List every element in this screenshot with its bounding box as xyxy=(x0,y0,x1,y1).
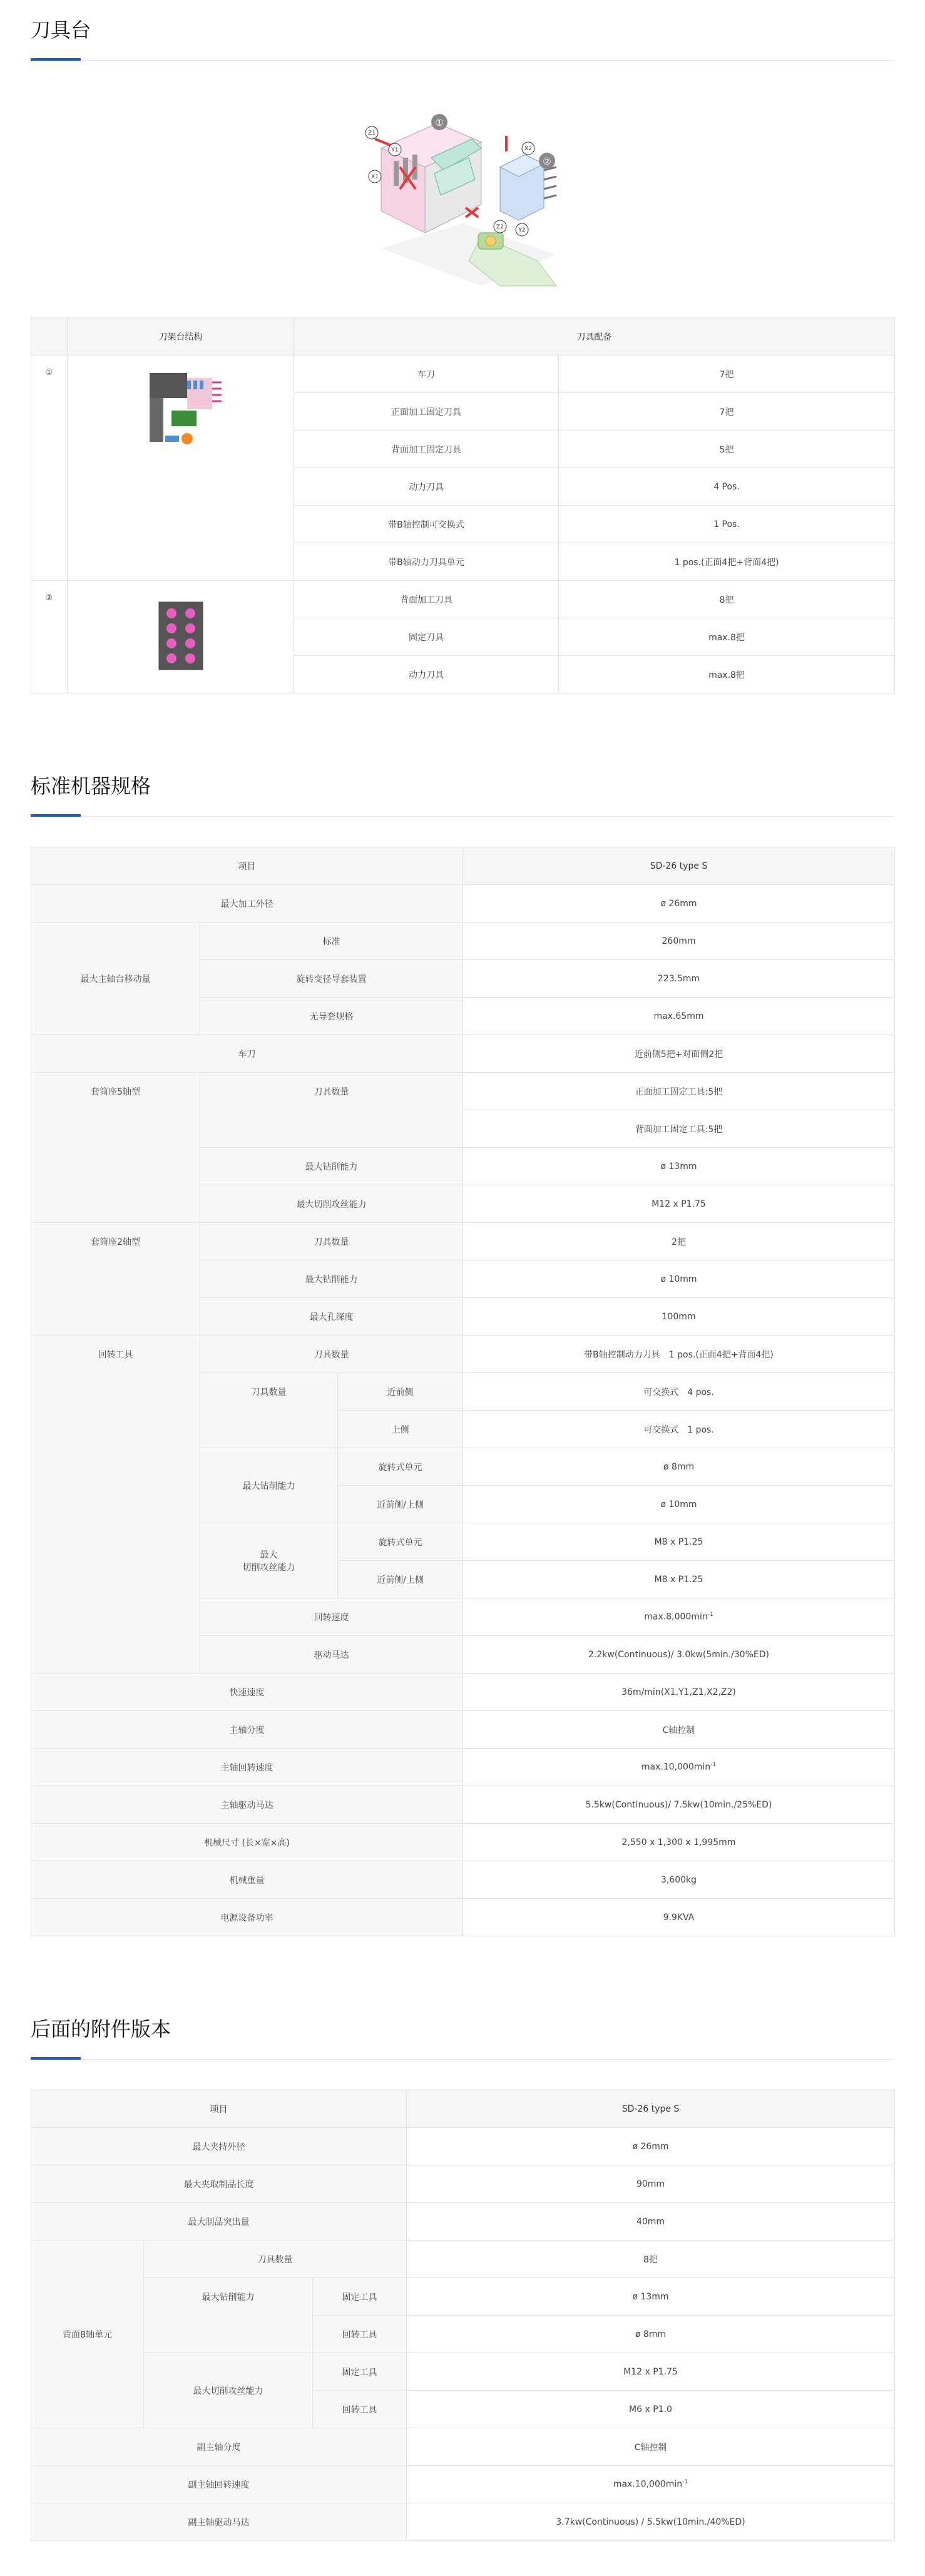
spec-sublabel: 旋转式单元 xyxy=(338,1448,463,1486)
spec-label: 最大钻削能力 xyxy=(200,1148,463,1185)
spec-label: 最大夹持外径 xyxy=(31,2128,407,2165)
axis-y1-label: Y1 xyxy=(391,147,399,153)
tool-name: 带B轴控制可交换式 xyxy=(294,506,559,543)
tool-name: 固定刀具 xyxy=(294,618,559,656)
spec-group-label: 套筒座2轴型 xyxy=(31,1223,200,1336)
axis-x2-label: X2 xyxy=(524,146,532,152)
spec-value: 5.5kw(Continuous)/ 7.5kw(10min./25%ED) xyxy=(463,1786,895,1824)
spec-group-label: 最大主轴台移动量 xyxy=(31,923,200,1035)
spec-value: ø 26mm xyxy=(463,885,895,923)
table-row xyxy=(31,2203,895,2241)
spec-label: 刀具数量 xyxy=(200,1073,463,1148)
table-row xyxy=(31,1861,895,1899)
table-row xyxy=(31,1711,895,1749)
spec-label: 最大钻削能力 xyxy=(144,2278,313,2353)
table-row xyxy=(31,1223,895,1260)
tool-value: 4 Pos. xyxy=(559,468,895,506)
tool-name: 车刀 xyxy=(294,355,559,393)
tool-value: 1 pos.(正面4把+背面4把) xyxy=(559,543,895,581)
spec-sublabel: 近前侧 xyxy=(338,1373,463,1411)
spec-label: 机械重量 xyxy=(31,1861,463,1899)
header-structure: 刀架台结构 xyxy=(68,318,294,355)
spec-group-label: 套筒座5轴型 xyxy=(31,1073,200,1223)
table-row xyxy=(31,2353,895,2391)
header-item: 项目 xyxy=(31,847,463,885)
table-header-row xyxy=(31,318,895,355)
spec-value: ø 13mm xyxy=(407,2278,895,2316)
spec-value: max.65mm xyxy=(463,998,895,1035)
tool-value: 1 Pos. xyxy=(559,506,895,543)
header-item: 项目 xyxy=(31,2090,407,2128)
spec-value: M12 x P1.75 xyxy=(407,2353,895,2391)
tap-label-line-2: 切削攻丝能力 xyxy=(242,1562,295,1573)
tool-post-unit-2-icon xyxy=(158,601,204,671)
spec-label: 电源设备功率 xyxy=(31,1899,463,1936)
spec-label: 最大切削攻丝能力 xyxy=(144,2353,313,2428)
spec-value: 8把 xyxy=(407,2241,895,2278)
header-blank xyxy=(31,318,68,355)
spec-sublabel: 近前侧/上侧 xyxy=(338,1561,463,1598)
superscript: -1 xyxy=(710,1762,717,1769)
spec-sublabel: 近前侧/上侧 xyxy=(338,1486,463,1523)
sub-speed-value: max.10,000min xyxy=(613,2479,683,2490)
spec-label: 标准 xyxy=(200,923,463,960)
spec-value: C轴控制 xyxy=(463,1711,895,1749)
spec-label: 最大切削攻丝能力 xyxy=(200,1185,463,1223)
table-row xyxy=(31,1824,895,1861)
spec-value: ø 8mm xyxy=(463,1448,895,1486)
table-row xyxy=(31,2128,895,2165)
table-row xyxy=(31,1674,895,1711)
spec-value: 正面加工固定工具:5把 xyxy=(463,1073,895,1110)
spec-label: 主轴驱动马达 xyxy=(31,1786,463,1824)
spec-value: 3,600kg xyxy=(463,1861,895,1899)
header-model: SD-26 type S xyxy=(407,2090,895,2128)
axis-y2-label: Y2 xyxy=(518,227,526,233)
table-row xyxy=(31,885,895,923)
spec-label: 最大夹取制品长度 xyxy=(31,2165,407,2203)
superscript: -1 xyxy=(707,1612,713,1618)
spec-value: 带B轴控制动力刀具 1 pos.(正面4把+背面4把) xyxy=(463,1336,895,1373)
section-divider xyxy=(31,2058,894,2060)
spec-label: 最大钻削能力 xyxy=(200,1448,338,1523)
rotary-speed-value: max.8,000min xyxy=(644,1612,708,1622)
spec-label: 副主轴驱动马达 xyxy=(31,2503,407,2541)
spec-label: 刀具数量 xyxy=(200,1223,463,1260)
tool-post-unit-1-icon xyxy=(137,367,225,454)
tool-value: 5把 xyxy=(559,431,895,468)
spec-value: 100mm xyxy=(463,1298,895,1336)
spec-label: 快速速度 xyxy=(31,1674,463,1711)
table-row xyxy=(31,923,895,960)
section-title: 刀具台 xyxy=(31,18,91,42)
spec-value: 260mm xyxy=(463,923,895,960)
spec-sublabel: 固定工具 xyxy=(313,2353,407,2391)
spec-sublabel: 固定工具 xyxy=(313,2278,407,2316)
unit-1-image xyxy=(68,355,294,581)
spec-label: 主轴回转速度 xyxy=(31,1749,463,1786)
spec-value: ø 8mm xyxy=(407,2316,895,2353)
spec-label: 最大孔深度 xyxy=(200,1298,463,1336)
superscript: -1 xyxy=(682,2479,688,2486)
unit-2-image xyxy=(68,581,294,693)
spec-sublabel: 上侧 xyxy=(338,1411,463,1448)
table-header-row xyxy=(31,847,895,885)
tool-value: 8把 xyxy=(559,581,895,618)
table-row xyxy=(31,2466,895,2503)
tap-label-line-1: 最大 xyxy=(260,1550,278,1560)
spec-value: M12 x P1.75 xyxy=(463,1185,895,1223)
table-row xyxy=(31,1336,895,1373)
tool-value: max.8把 xyxy=(559,656,895,693)
spec-value: 可交换式 4 pos. xyxy=(463,1373,895,1411)
spec-value: M8 x P1.25 xyxy=(463,1561,895,1598)
spec-label xyxy=(200,1523,338,1598)
tool-name: 正面加工固定刀具 xyxy=(294,393,559,431)
table-row xyxy=(31,355,895,393)
axis-z1-label: Z1 xyxy=(368,130,376,136)
spec-value xyxy=(407,2466,895,2503)
spec-label: 刀具数量 xyxy=(200,1373,338,1448)
attach-section-header xyxy=(31,1999,894,2060)
spec-value: 36m/min(X1,Y1,Z1,X2,Z2) xyxy=(463,1674,895,1711)
spec-value: ø 10mm xyxy=(463,1486,895,1523)
spindle-speed-value: max.10,000min xyxy=(641,1762,711,1772)
spec-value xyxy=(463,1598,895,1636)
spec-label: 刀具数量 xyxy=(200,1336,463,1373)
section-title: 后面的附件版本 xyxy=(31,2017,171,2041)
spec-value: 2,550 x 1,300 x 1,995mm xyxy=(463,1824,895,1861)
spec-sublabel: 旋转式单元 xyxy=(338,1523,463,1561)
spec-label: 最大制品突出量 xyxy=(31,2203,407,2241)
spec-label: 最大加工外径 xyxy=(31,885,463,923)
standard-spec-table xyxy=(31,847,895,1936)
tool-name: 背面加工刀具 xyxy=(294,581,559,618)
spec-label: 副主轴分度 xyxy=(31,2428,407,2466)
section-divider xyxy=(31,815,894,817)
header-model: SD-26 type S xyxy=(463,847,895,885)
spec-group-label: 背面8轴单元 xyxy=(31,2241,144,2428)
header-tools: 刀具配备 xyxy=(294,318,895,355)
spec-label: 最大钻削能力 xyxy=(200,1260,463,1298)
unit-number: ② xyxy=(31,581,68,693)
spec-value: ø 10mm xyxy=(463,1260,895,1298)
spec-value: C轴控制 xyxy=(407,2428,895,2466)
table-row xyxy=(31,2503,895,2541)
unit-1-label: ① xyxy=(435,117,444,128)
axis-z2-label: Z2 xyxy=(496,224,504,230)
spec-label: 无导套规格 xyxy=(200,998,463,1035)
spec-value: 9.9KVA xyxy=(463,1899,895,1936)
table-row xyxy=(31,581,895,618)
unit-number: ① xyxy=(31,355,68,581)
table-row xyxy=(31,2428,895,2466)
tool-value: max.8把 xyxy=(559,618,895,656)
tool-section-header xyxy=(31,0,894,61)
spec-label: 旋转变径导套装置 xyxy=(200,960,463,998)
spec-label: 车刀 xyxy=(31,1035,463,1073)
spec-sublabel: 回转工具 xyxy=(313,2391,407,2428)
tool-config-table xyxy=(31,317,895,693)
spec-label: 机械尺寸 (长×宽×高) xyxy=(31,1824,463,1861)
spec-label: 刀具数量 xyxy=(144,2241,407,2278)
spec-value xyxy=(463,1749,895,1786)
spec-value: 40mm xyxy=(407,2203,895,2241)
spec-label: 回转速度 xyxy=(200,1598,463,1636)
spec-value: ø 13mm xyxy=(463,1148,895,1185)
spec-value: 近前侧5把+对面侧2把 xyxy=(463,1035,895,1073)
table-row xyxy=(31,1786,895,1824)
spec-label: 主轴分度 xyxy=(31,1711,463,1749)
table-row xyxy=(31,1899,895,1936)
table-row xyxy=(31,1035,895,1073)
tool-name: 动力刀具 xyxy=(294,656,559,693)
tool-name: 带B轴动力刀具单元 xyxy=(294,543,559,581)
spec-value: 2把 xyxy=(463,1223,895,1260)
spec-value: 3.7kw(Continuous) / 5.5kw(10min./40%ED) xyxy=(407,2503,895,2541)
tool-name: 背面加工固定刀具 xyxy=(294,431,559,468)
attachment-spec-table xyxy=(31,2090,895,2541)
spec-value: 223.5mm xyxy=(463,960,895,998)
spec-label: 驱动马达 xyxy=(200,1636,463,1674)
table-row xyxy=(31,1749,895,1786)
spec-group-label: 回转工具 xyxy=(31,1336,200,1674)
tool-name: 动力刀具 xyxy=(294,468,559,506)
spec-value: ø 26mm xyxy=(407,2128,895,2165)
table-row xyxy=(31,2241,895,2278)
spec-value: 90mm xyxy=(407,2165,895,2203)
table-row xyxy=(31,1073,895,1110)
spec-value: 2.2kw(Continuous)/ 3.0kw(5min./30%ED) xyxy=(463,1636,895,1674)
tool-value: 7把 xyxy=(559,355,895,393)
spec-section-header xyxy=(31,756,894,817)
section-title: 标准机器规格 xyxy=(31,774,151,798)
spec-value: 可交换式 1 pos. xyxy=(463,1411,895,1448)
axis-x1-label: X1 xyxy=(371,174,379,180)
spec-value: M6 x P1.0 xyxy=(407,2391,895,2428)
section-divider xyxy=(31,59,894,61)
unit-2-label: ② xyxy=(543,156,551,167)
spec-sublabel: 回转工具 xyxy=(313,2316,407,2353)
table-header-row xyxy=(31,2090,895,2128)
spec-label: 副主轴回转速度 xyxy=(31,2466,407,2503)
table-row xyxy=(31,2165,895,2203)
table-row xyxy=(31,2278,895,2316)
spec-value: M8 x P1.25 xyxy=(463,1523,895,1561)
tool-post-diagram xyxy=(356,98,569,292)
tool-value: 7把 xyxy=(559,393,895,431)
spec-value: 背面加工固定工具:5把 xyxy=(463,1110,895,1148)
